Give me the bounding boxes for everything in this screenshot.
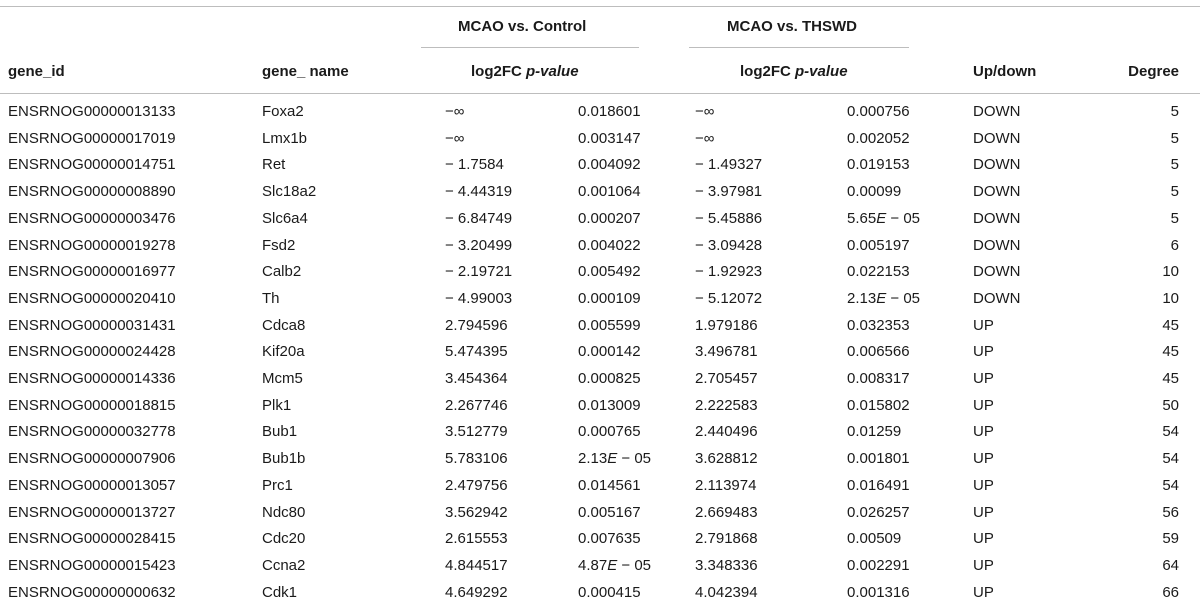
exponent-value: − 05: [886, 210, 920, 227]
degree-cell: 54: [1162, 450, 1179, 467]
gene-id-cell: ENSRNOG00000000632: [8, 584, 176, 601]
log2fc-thswd-cell: 2.222583: [695, 397, 758, 414]
log2fc-thswd-cell: 2.113974: [695, 477, 757, 494]
gene-name-cell: Prc1: [262, 477, 293, 494]
pvalue-control-cell: 0.000142: [578, 343, 641, 360]
pvalue-control-cell: 0.014561: [578, 477, 641, 494]
up-down-cell: DOWN: [973, 103, 1021, 120]
gene-id-cell: ENSRNOG00000014336: [8, 370, 176, 387]
log2fc-thswd-cell: − 5.45886: [695, 210, 763, 227]
log2fc-thswd-cell: 3.348336: [695, 557, 758, 574]
degree-cell: 64: [1162, 557, 1179, 574]
up-down-cell: UP: [973, 477, 994, 494]
log2fc-control-cell: 3.512779: [445, 423, 508, 440]
log2fc-thswd-cell: − 1.92923: [695, 263, 763, 280]
pvalue-thswd-cell: 0.016491: [847, 477, 910, 494]
mantissa: 4.87: [578, 557, 608, 574]
pvalue-thswd-cell: 0.002291: [847, 557, 910, 574]
up-down-cell: UP: [973, 530, 994, 547]
gene-name-cell: Ndc80: [262, 504, 306, 521]
log2fc-thswd-cell: 4.042394: [695, 584, 758, 601]
log2fc-thswd-cell: −∞: [695, 130, 715, 147]
table-top-rule: [0, 6, 1200, 7]
gene-id-cell: ENSRNOG00000016977: [8, 263, 176, 280]
gene-name-cell: Fsd2: [262, 237, 296, 254]
pvalue-control-cell: 0.005599: [578, 317, 641, 334]
log2fc-control-cell: − 6.84749: [445, 210, 513, 227]
log2fc-label: log2FC: [471, 63, 522, 80]
pvalue-control-cell: 0.000825: [578, 370, 641, 387]
up-down-cell: DOWN: [973, 130, 1021, 147]
pvalue-thswd-cell: 0.026257: [847, 504, 910, 521]
gene-name-cell: Slc6a4: [262, 210, 308, 227]
gene-name-cell: Ccna2: [262, 557, 306, 574]
column-header-degree: Degree: [1128, 63, 1179, 80]
log2fc-thswd-cell: −∞: [695, 103, 715, 120]
gene-id-cell: ENSRNOG00000003476: [8, 210, 176, 227]
up-down-cell: DOWN: [973, 156, 1021, 173]
pvalue-thswd-cell: 0.01259: [847, 423, 902, 440]
log2fc-label: log2FC: [740, 63, 791, 80]
up-down-cell: UP: [973, 557, 994, 574]
up-down-cell: DOWN: [973, 263, 1021, 280]
log2fc-control-cell: − 3.20499: [445, 237, 513, 254]
gene-name-cell: Plk1: [262, 397, 292, 414]
log2fc-control-cell: −∞: [445, 130, 465, 147]
pvalue-control-cell: 0.004022: [578, 237, 641, 254]
gene-name-cell: Slc18a2: [262, 183, 317, 200]
log2fc-control-cell: 3.454364: [445, 370, 508, 387]
pvalue-thswd-cell: 0.022153: [847, 263, 910, 280]
gene-name-cell: Bub1: [262, 423, 298, 440]
degree-cell: 59: [1162, 530, 1179, 547]
gene-id-cell: ENSRNOG00000020410: [8, 290, 176, 307]
degree-cell: 5: [1170, 103, 1179, 120]
exponent-e: E: [607, 557, 618, 574]
gene-id-cell: ENSRNOG00000014751: [8, 156, 176, 173]
log2fc-control-cell: − 4.99003: [445, 290, 513, 307]
up-down-cell: DOWN: [973, 290, 1021, 307]
log2fc-thswd-cell: 1.979186: [695, 317, 758, 334]
log2fc-control-cell: 2.615553: [445, 530, 508, 547]
gene-name-cell: Cdca8: [262, 317, 306, 334]
gene-id-cell: ENSRNOG00000013057: [8, 477, 176, 494]
log2fc-thswd-cell: 2.669483: [695, 504, 758, 521]
degree-cell: 6: [1170, 237, 1179, 254]
exponent-e: E: [607, 450, 618, 467]
exponent-value: − 05: [617, 450, 651, 467]
exponent-e: E: [876, 210, 887, 227]
exponent-value: − 05: [617, 557, 651, 574]
pvalue-control-cell: 0.000207: [578, 210, 641, 227]
column-header-up-down: Up/down: [973, 63, 1037, 80]
exponent-e: E: [876, 290, 887, 307]
gene-name-cell: Cdk1: [262, 584, 298, 601]
pvalue-control-cell: [578, 557, 651, 575]
log2fc-control-cell: − 1.7584: [445, 156, 504, 173]
up-down-cell: UP: [973, 423, 994, 440]
pvalue-label: p-value: [795, 63, 848, 80]
gene-id-cell: ENSRNOG00000019278: [8, 237, 176, 254]
gene-id-cell: ENSRNOG00000007906: [8, 450, 176, 467]
header-bottom-rule: [0, 93, 1200, 94]
pvalue-control-cell: 0.004092: [578, 156, 641, 173]
gene-id-cell: ENSRNOG00000024428: [8, 343, 176, 360]
log2fc-control-cell: 2.794596: [445, 317, 508, 334]
group-underline-control: [421, 47, 639, 48]
pvalue-thswd-cell: 0.006566: [847, 343, 910, 360]
pvalue-control-cell: 0.007635: [578, 530, 641, 547]
gene-name-cell: Foxa2: [262, 103, 304, 120]
log2fc-control-cell: 4.844517: [445, 557, 508, 574]
log2fc-control-cell: 2.267746: [445, 397, 508, 414]
pvalue-thswd-cell: [847, 210, 920, 228]
log2fc-thswd-cell: − 1.49327: [695, 156, 763, 173]
up-down-cell: UP: [973, 343, 994, 360]
pvalue-thswd-cell: 0.019153: [847, 156, 910, 173]
pvalue-control-cell: 0.005492: [578, 263, 641, 280]
column-header-gene-id: gene_id: [8, 63, 65, 80]
pvalue-label: p-value: [526, 63, 579, 80]
column-header-log2fc-pvalue-thswd: [740, 63, 848, 81]
up-down-cell: DOWN: [973, 237, 1021, 254]
pvalue-thswd-cell: 0.032353: [847, 317, 910, 334]
gene-name-cell: Lmx1b: [262, 130, 308, 147]
up-down-cell: UP: [973, 397, 994, 414]
gene-name-cell: Th: [262, 290, 280, 307]
degree-cell: 56: [1162, 504, 1179, 521]
group-underline-thswd: [689, 47, 909, 48]
degree-cell: 66: [1162, 584, 1179, 601]
pvalue-control-cell: 0.001064: [578, 183, 641, 200]
gene-id-cell: ENSRNOG00000017019: [8, 130, 176, 147]
mantissa: 2.13: [578, 450, 608, 467]
up-down-cell: UP: [973, 450, 994, 467]
log2fc-thswd-cell: − 3.09428: [695, 237, 763, 254]
mantissa: 2.13: [847, 290, 877, 307]
gene-id-cell: ENSRNOG00000015423: [8, 557, 176, 574]
pvalue-thswd-cell: 0.001316: [847, 584, 910, 601]
degree-cell: 45: [1162, 370, 1179, 387]
gene-id-cell: ENSRNOG00000031431: [8, 317, 176, 334]
pvalue-control-cell: [578, 450, 651, 468]
degree-cell: 54: [1162, 423, 1179, 440]
pvalue-control-cell: 0.003147: [578, 130, 641, 147]
degree-cell: 54: [1162, 477, 1179, 494]
pvalue-thswd-cell: [847, 290, 920, 308]
pvalue-thswd-cell: 0.008317: [847, 370, 910, 387]
up-down-cell: UP: [973, 317, 994, 334]
pvalue-thswd-cell: 0.005197: [847, 237, 910, 254]
gene-name-cell: Kif20a: [262, 343, 305, 360]
up-down-cell: UP: [973, 370, 994, 387]
gene-name-cell: Bub1b: [262, 450, 306, 467]
degree-cell: 45: [1162, 317, 1179, 334]
log2fc-thswd-cell: 2.705457: [695, 370, 758, 387]
gene-name-cell: Mcm5: [262, 370, 303, 387]
gene-id-cell: ENSRNOG00000008890: [8, 183, 176, 200]
degree-cell: 5: [1170, 183, 1179, 200]
log2fc-thswd-cell: 3.628812: [695, 450, 758, 467]
log2fc-control-cell: − 2.19721: [445, 263, 513, 280]
log2fc-thswd-cell: 2.440496: [695, 423, 758, 440]
pvalue-thswd-cell: 0.000756: [847, 103, 910, 120]
log2fc-control-cell: 5.783106: [445, 450, 508, 467]
degree-cell: 10: [1162, 263, 1179, 280]
degree-cell: 5: [1170, 156, 1179, 173]
pvalue-thswd-cell: 0.015802: [847, 397, 910, 414]
up-down-cell: UP: [973, 584, 994, 601]
gene-id-cell: ENSRNOG00000028415: [8, 530, 176, 547]
log2fc-control-cell: 2.479756: [445, 477, 508, 494]
pvalue-control-cell: 0.013009: [578, 397, 641, 414]
pvalue-thswd-cell: 0.001801: [847, 450, 910, 467]
degree-cell: 5: [1170, 130, 1179, 147]
gene-name-cell: Ret: [262, 156, 286, 173]
log2fc-thswd-cell: − 3.97981: [695, 183, 763, 200]
pvalue-control-cell: 0.018601: [578, 103, 641, 120]
gene-name-cell: Cdc20: [262, 530, 306, 547]
log2fc-control-cell: −∞: [445, 103, 465, 120]
group-header-mcao-vs-control: MCAO vs. Control: [458, 18, 587, 35]
up-down-cell: DOWN: [973, 183, 1021, 200]
up-down-cell: DOWN: [973, 210, 1021, 227]
mantissa: 5.65: [847, 210, 877, 227]
column-header-log2fc-pvalue-control: [471, 63, 579, 81]
group-header-mcao-vs-thswd: MCAO vs. THSWD: [727, 18, 858, 35]
log2fc-control-cell: 3.562942: [445, 504, 508, 521]
pvalue-control-cell: 0.000765: [578, 423, 641, 440]
log2fc-control-cell: 4.649292: [445, 584, 508, 601]
column-header-gene-name: gene_ name: [262, 63, 349, 80]
pvalue-control-cell: 0.005167: [578, 504, 641, 521]
pvalue-control-cell: 0.000109: [578, 290, 641, 307]
up-down-cell: UP: [973, 504, 994, 521]
log2fc-control-cell: − 4.44319: [445, 183, 513, 200]
gene-id-cell: ENSRNOG00000018815: [8, 397, 176, 414]
gene-id-cell: ENSRNOG00000013133: [8, 103, 176, 120]
pvalue-thswd-cell: 0.00099: [847, 183, 902, 200]
log2fc-thswd-cell: − 5.12072: [695, 290, 763, 307]
pvalue-control-cell: 0.000415: [578, 584, 641, 601]
exponent-value: − 05: [886, 290, 920, 307]
log2fc-thswd-cell: 2.791868: [695, 530, 758, 547]
degree-cell: 5: [1170, 210, 1179, 227]
log2fc-control-cell: 5.474395: [445, 343, 508, 360]
gene-id-cell: ENSRNOG00000013727: [8, 504, 176, 521]
log2fc-thswd-cell: 3.496781: [695, 343, 758, 360]
degree-cell: 50: [1162, 397, 1179, 414]
gene-name-cell: Calb2: [262, 263, 302, 280]
gene-id-cell: ENSRNOG00000032778: [8, 423, 176, 440]
pvalue-thswd-cell: 0.00509: [847, 530, 902, 547]
degree-cell: 45: [1162, 343, 1179, 360]
pvalue-thswd-cell: 0.002052: [847, 130, 910, 147]
degree-cell: 10: [1162, 290, 1179, 307]
